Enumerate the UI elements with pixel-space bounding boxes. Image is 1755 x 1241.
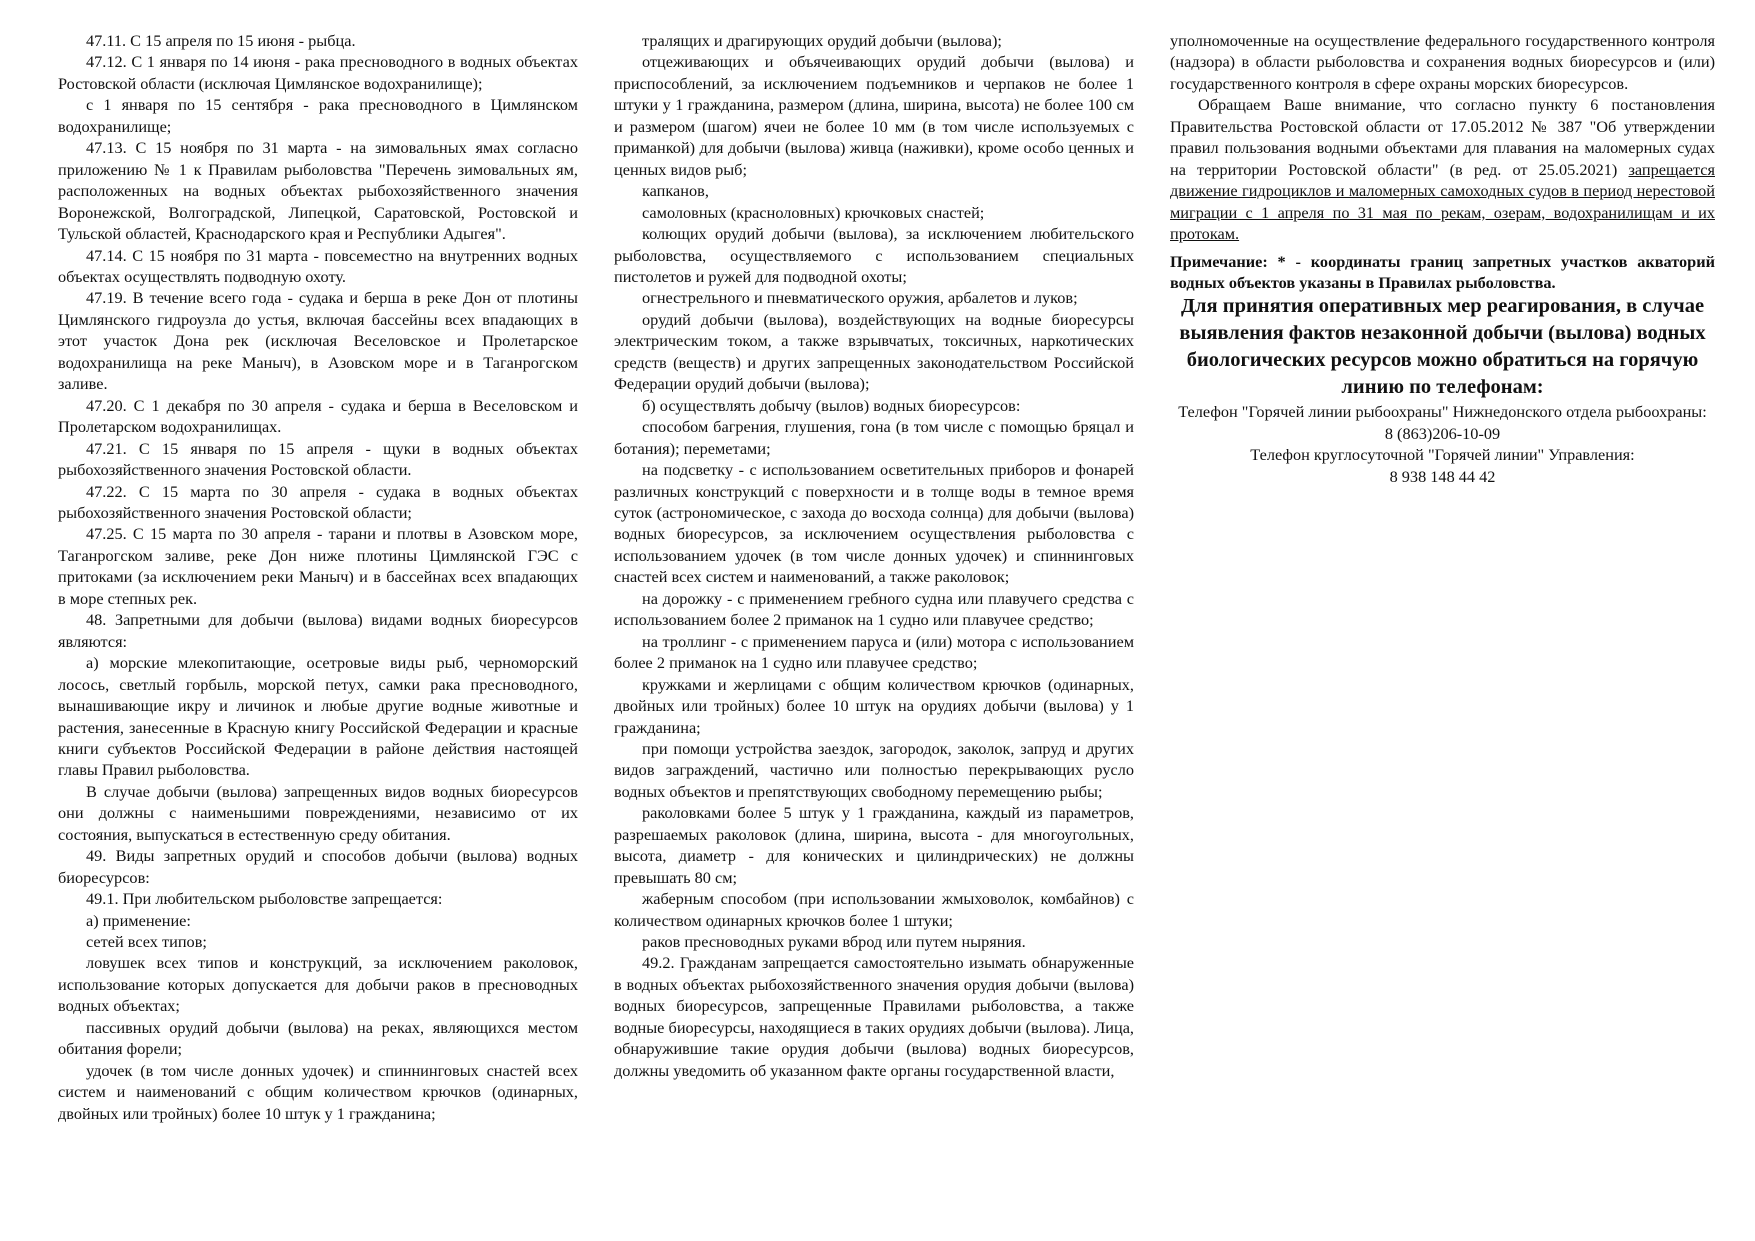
paragraph: б) осуществлять добычу (вылов) водных биоресурсов: (642, 395, 1021, 415)
paragraph: 47.22. С 15 марта по 30 апреля - судака в водных объектах рыбохозяйственного значения Ростовской области; (58, 481, 578, 522)
note-paragraph (1170, 251, 1715, 294)
paragraph: самоловных (красноловных) крючковых снастей; (642, 202, 985, 222)
attention-underlined: запрещается движение гидроциклов и маломерных самоходных судов в период нерестовой миграции с 1 апреля по 31 мая по рекам, озерам, водохранилищам и их протокам. (1170, 159, 1715, 244)
paragraph: способом багрения, глушения, гона (в том числе с помощью бряцал и ботания); переметами; (614, 417, 1134, 458)
paragraph: 47.19. В течение всего года - судака и берша в реке Дон от плотины Цимлянского гидроузла до устья, включая бассейны всех впадающих в этот участок Дона рек (исключая Веселовское и Пролетарское водохранилища на реке Маныч), в Азовском море и в Таганрогском заливе. (58, 288, 578, 394)
phone2-label: Телефон круглосуточной "Горячей линии" Управления: (1250, 445, 1635, 465)
attention-lead: Обращаем Ваше внимание, что согласно пункту 6 постановления Правительства Ростовской области от 17.05.2012 № 387 "Об утверждении правил пользования водными объектами для плавания на маломерных судах на территории Ростовской области" (в ред. от 25.05.2021) (1170, 95, 1715, 179)
paragraph: 47.25. С 15 марта по 30 апреля - тарани и плотвы в Азовском море, Таганрогском заливе, реке Дон ниже плотины Цимлянской ГЭС с притоками (за исключением реки Маныч) и в бассейнах всех впадающих в море степных рек. (58, 524, 578, 608)
paragraph: на подсветку - с использованием осветительных приборов и фонарей различных конструкций с поверхности и в толще воды в темное время суток (астрономическое, с захода до восхода солнца) для добычи (вылова) водных биоресурсов, за исключением осуществления рыболовства с использованием удочек (в том числе донных удочек) и спиннинговых снастей всех систем и наименований, а также раколовок; (614, 460, 1134, 587)
paragraph: на троллинг - с применением паруса и (или) мотора с использованием более 2 приманок на 1 судно или плавучее средство; (614, 631, 1134, 673)
attention-paragraph (1170, 94, 1715, 244)
paragraph: 49.2. Гражданам запрещается самостоятельно изымать обнаруженные в водных объектах рыбохозяйственного значения орудия добычи (вылова) водных биоресурсов, запрещенные Правилами рыболовства, а также водные биоресурсы, находящиеся в таких орудиях добычи (вылова). Лица, обнаружившие такие орудия добычи (вылова) водных биоресурсов, должны уведомить об указанном факте органы государственной власти, (614, 953, 1134, 1080)
paragraph: капканов, (642, 181, 709, 201)
paragraph: огнестрельного и пневматического оружия, арбалетов и луков; (642, 288, 1078, 308)
paragraph: 47.13. С 15 ноября по 31 марта - на зимовальных ямах согласно приложению № 1 к Правилам рыболовства "Перечень зимовальных ям, расположенных на водных объектах рыбохозяйственного значения Воронежской, Волгоградской, Липецкой, Саратовской, Ростовской и Тульской областей, Краснодарского края и Республики Адыгея". (58, 138, 578, 244)
paragraph: отцеживающих и объячеивающих орудий добычи (вылова) и приспособлений, за исключением подъемников и черпаков не более 1 штуки у 1 гражданина, размером (длина, ширина, высота) не более 100 см и размером (шагом) ячеи не более 10 мм (в том числе используемых с приманкой) для добычи (вылова) живца (наживки), кроме особо ценных и ценных видов рыб; (614, 52, 1134, 179)
authority-paragraph: уполномоченные на осуществление федерального государственного контроля (надзора) в области рыболовства и сохранения водных биоресурсов и (или) государственного контроля в сфере охраны морских биоресурсов. (1170, 31, 1715, 93)
paragraph: орудий добычи (вылова), воздействующих на водные биоресурсы электрическим током, а также взрывчатых, токсичных, наркотических средств (веществ) и других запрещенных законодательством Российской Федерации орудий добычи (вылова); (614, 309, 1134, 394)
phone2-number: 8 938 148 44 42 (1389, 466, 1496, 486)
note-text: - координаты границ запретных участков акваторий водных объектов указаны в Правилах рыболовства. (1170, 251, 1715, 292)
note-label: Примечание: * (1170, 251, 1286, 271)
column-middle (614, 30, 1134, 1241)
paragraph: тралящих и драгирующих орудий добычи (вылова); (642, 31, 1002, 50)
paragraph: колющих орудий добычи (вылова), за исключением любительского рыболовства, осуществляемого с использованием специальных пистолетов и ружей для подводной охоты; (614, 224, 1134, 286)
paragraph: 49. Виды запретных орудий и способов добычи (вылова) водных биоресурсов: (58, 846, 578, 887)
paragraph: 47.21. С 15 января по 15 апреля - щуки в водных объектах рыбохозяйственного значения Ростовской области. (58, 438, 578, 480)
paragraph: раков пресноводных руками вброд или путем ныряния. (642, 932, 1026, 952)
paragraph: раколовками более 5 штук у 1 гражданина, каждый из параметров, разрешаемых раколовок (длина, ширина, высота - для многоугольных, высота, диаметр - для конических и цилиндрических) не должны превышать 80 см; (614, 803, 1134, 887)
paragraph: 49.1. При любительском рыболовстве запрещается: (86, 889, 443, 909)
paragraph: а) применение: (86, 910, 191, 930)
hotline-title: Для принятия оперативных мер реагирования, в случае выявления фактов незаконной добычи (вылова) водных биологических ресурсов можно обратиться на горячую линию по телефонам: (1179, 295, 1706, 399)
paragraph: удочек (в том числе донных удочек) и спиннинговых снастей всех систем и наименований с общим количеством крючков (одинарных, двойных или тройных) более 10 штук у 1 гражданина; (58, 1060, 578, 1123)
paragraph: с 1 января по 15 сентября - рака пресноводного в Цимлянском водохранилище; (58, 95, 578, 136)
paragraph: В случае добычи (вылова) запрещенных видов водных биоресурсов они должны с наименьшими повреждениями, независимо от их состояния, выпускаться в естественную среду обитания. (58, 781, 578, 844)
paragraph: 47.20. С 1 декабря по 30 апреля - судака и берша в Веселовском и Пролетарском водохранилищах. (58, 395, 578, 437)
paragraph: 48. Запретными для добычи (вылова) видами водных биоресурсов являются: (58, 610, 578, 651)
paragraph: а) морские млекопитающие, осетровые виды рыб, черноморский лосось, светлый горбыль, морской петух, самки рака пресноводного, вынашивающие икру и личинок и любые другие водные животные и растения, занесенные в Красную книгу Российской Федерации и красные книги субъектов Российской Федерации в районе действия настоящей главы Правил рыболовства. (58, 653, 578, 780)
paragraph: кружками и жерлицами с общим количеством крючков (одинарных, двойных или тройных) более 10 штук на орудиях добычи (вылова) у 1 гражданина; (614, 674, 1134, 737)
paragraph: сетей всех типов; (86, 932, 207, 952)
column-left (58, 30, 578, 1241)
paragraph: 47.11. С 15 апреля по 15 июня - рыбца. (86, 31, 356, 50)
paragraph: ловушек всех типов и конструкций, за исключением раколовок, использование которых допускается для добычи раков в пресноводных водных объектах; (58, 953, 578, 1016)
phone1-label: Телефон "Горячей линии рыбоохраны" Нижнедонского отдела рыбоохраны: (1178, 402, 1707, 422)
paragraph: 47.14. С 15 ноября по 31 марта - повсеместно на внутренних водных объектах осуществлять подводную охоту. (58, 245, 578, 286)
paragraph: на дорожку - с применением гребного судна или плавучего средства с использованием более 2 приманок на 1 судно или плавучее средство; (614, 588, 1134, 630)
paragraph: при помощи устройства заездок, загородок, заколок, запруд и других видов заграждений, частично или полностью перекрывающих русло водных объектов и препятствующих свободному перемещению рыбы; (614, 738, 1134, 801)
paragraph: 47.12. С 1 января по 14 июня - рака пресноводного в водных объектах Ростовской области (исключая Цимлянское водохранилище); (58, 52, 578, 93)
phone1-number: 8 (863)206-10-09 (1384, 423, 1501, 443)
column-right (1170, 30, 1715, 1241)
paragraph: жаберным способом (при использовании жмыховолок, комбайнов) с количеством одинарных крючков более 1 штуки; (614, 889, 1134, 930)
paragraph: пассивных орудий добычи (вылова) на реках, являющихся местом обитания форели; (58, 1017, 578, 1059)
